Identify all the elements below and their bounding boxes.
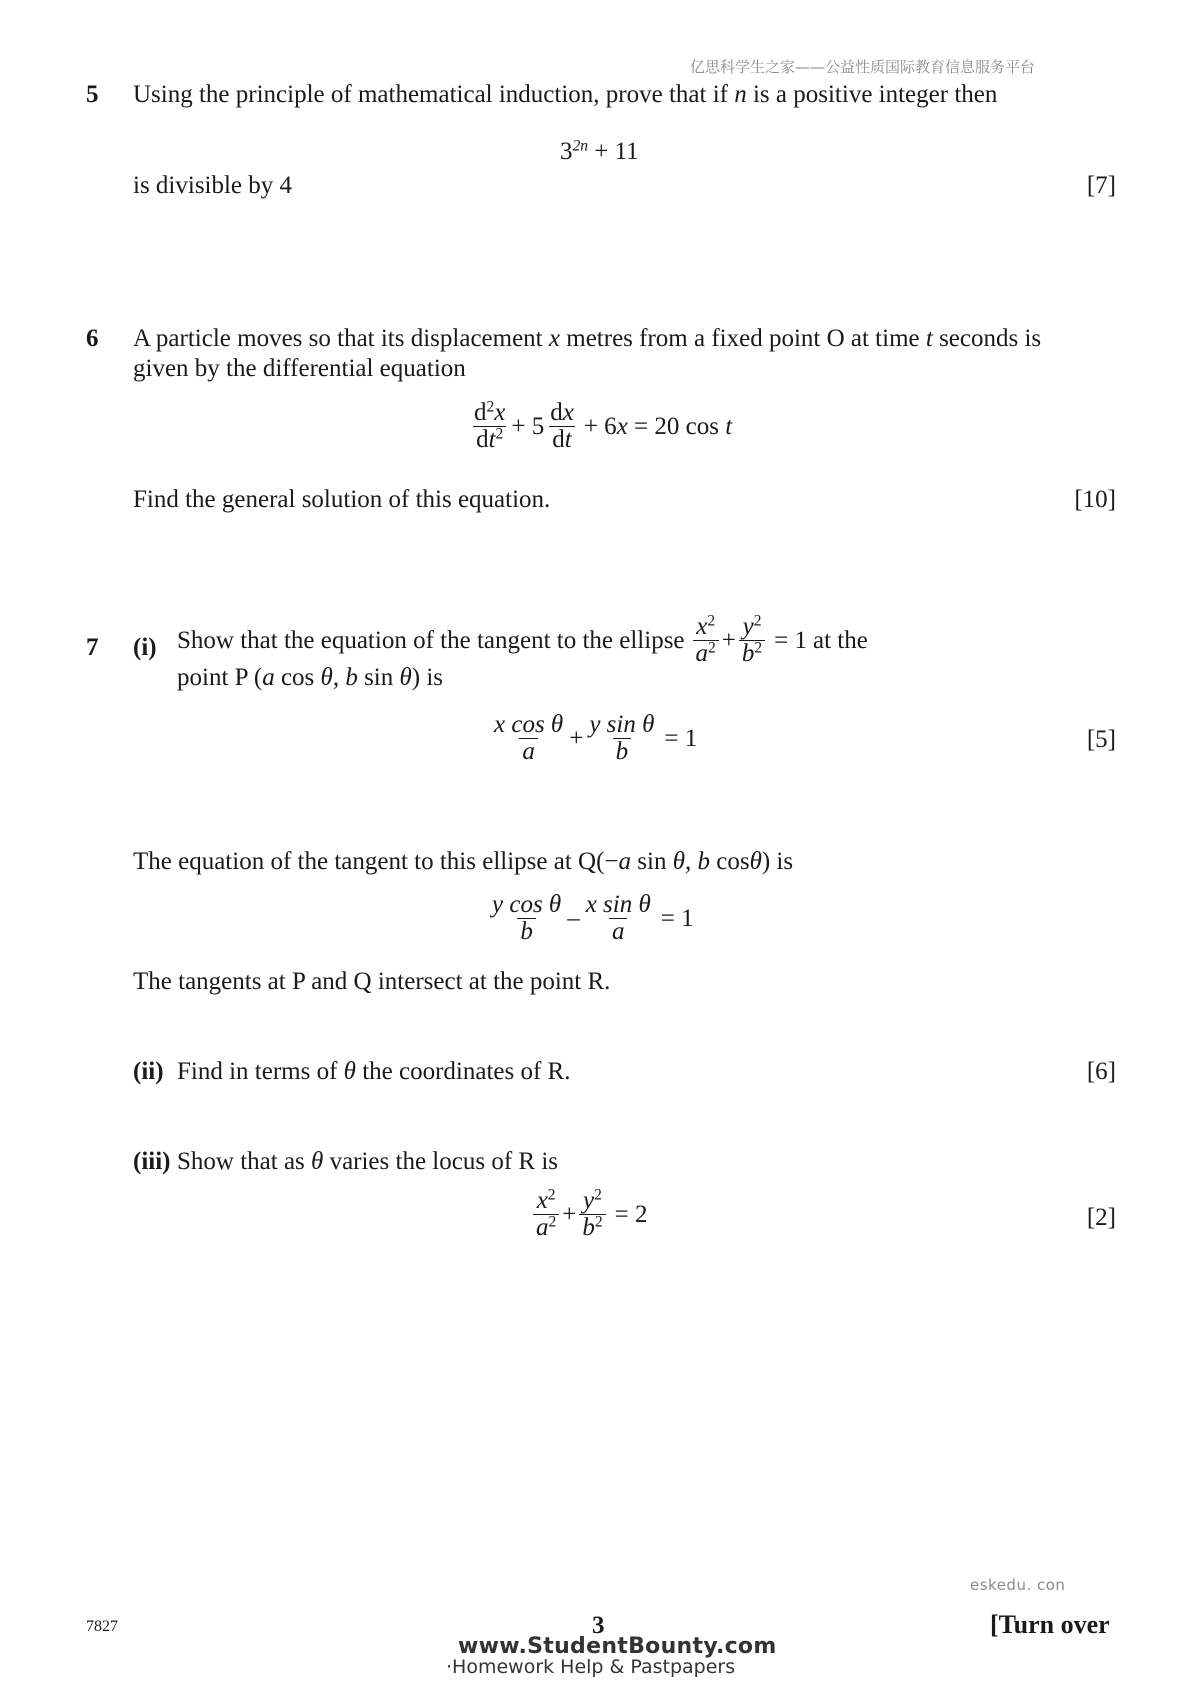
question-6-differential-equation: $\frac{d^2x}{dt^2}$ + 5 $\frac{dx}{dt}$ + 6x = 20 cos t <box>468 400 732 454</box>
question-6-marks: [10] <box>1074 486 1116 513</box>
tangent-at-P-equation: $\frac{\text{x cos θ}}{a}$ + $\frac{\text{y sin θ}}{b}$ = 1 <box>494 711 698 766</box>
turn-over-label: [Turn over <box>990 1610 1110 1639</box>
part-i-line1: Show that the equation of the tangent to the ellipse $\frac{x^2}{a^2}$ + $\frac{y^2}{b^2}$ = 1 at the <box>177 612 868 668</box>
part-iii-text: Show that as θ varies the locus of R is <box>177 1148 558 1175</box>
ellipse-x-fraction: $\frac{x^2}{a^2}$ <box>693 614 719 668</box>
header-watermark: 亿思科学生之家——公益性质国际教育信息服务平台 <box>690 58 1036 76</box>
page-number: 3 <box>592 1612 605 1639</box>
part-ii-marks: [6] <box>1086 1058 1116 1085</box>
question-5-expression: $3^{2n} + 11$ <box>560 137 639 165</box>
question-6-instruction: Find the general solution of this equation. <box>133 486 551 513</box>
part-i-line2: point P (a cos θ, b sin θ) is <box>177 664 444 691</box>
question-5-intro: Using the principle of mathematical induction, prove that if n is a positive integer then <box>133 81 998 108</box>
second-derivative-fraction: $\frac{d^2x}{dt^2}$ <box>474 398 506 454</box>
question-7-number: 7 <box>86 634 99 661</box>
ellipse-y-fraction: $\frac{y^2}{b^2}$ <box>739 614 765 668</box>
tangent-at-Q-equation: $\frac{\text{y cos θ}}{b}$ – $\frac{\text{x sin θ}}{a}$ = 1 <box>492 891 694 946</box>
studentbounty-tagline: ·Homework Help & Pastpapers <box>446 1656 736 1678</box>
first-derivative-fraction: $\frac{dx}{dt}$ <box>550 399 574 454</box>
question-5-number: 5 <box>86 81 99 108</box>
part-ii-text: Find in terms of θ the coordinates of R. <box>177 1058 571 1085</box>
part-i-label: (i) <box>133 634 157 661</box>
paper-code: 7827 <box>86 1618 118 1635</box>
locus-equation: $\frac{x^2}{a^2}$ + $\frac{y^2}{b^2}$ = 2 <box>530 1188 647 1242</box>
footer-site-watermark: eskedu. con <box>970 1576 1066 1594</box>
question-6-line2: given by the differential equation <box>133 355 466 382</box>
question-6-number: 6 <box>86 325 99 352</box>
intersect-statement: The tangents at P and Q intersect at the point R. <box>133 968 611 995</box>
part-iii-label: (iii) <box>133 1148 171 1175</box>
question-5-marks: [7] <box>1086 172 1116 199</box>
part-iii-marks: [2] <box>1086 1204 1116 1231</box>
part-i-marks: [5] <box>1086 726 1116 753</box>
part-ii-label: (ii) <box>133 1058 164 1085</box>
question-6-line1: A particle moves so that its displacement x metres from a fixed point O at time t seconds is <box>133 325 1042 352</box>
question-5-conclusion: is divisible by 4 <box>133 172 293 199</box>
studentbounty-url: www.StudentBounty.com <box>458 1634 777 1659</box>
tangent-Q-intro: The equation of the tangent to this ellipse at Q(−a sin θ, b cosθ) is <box>133 848 794 875</box>
